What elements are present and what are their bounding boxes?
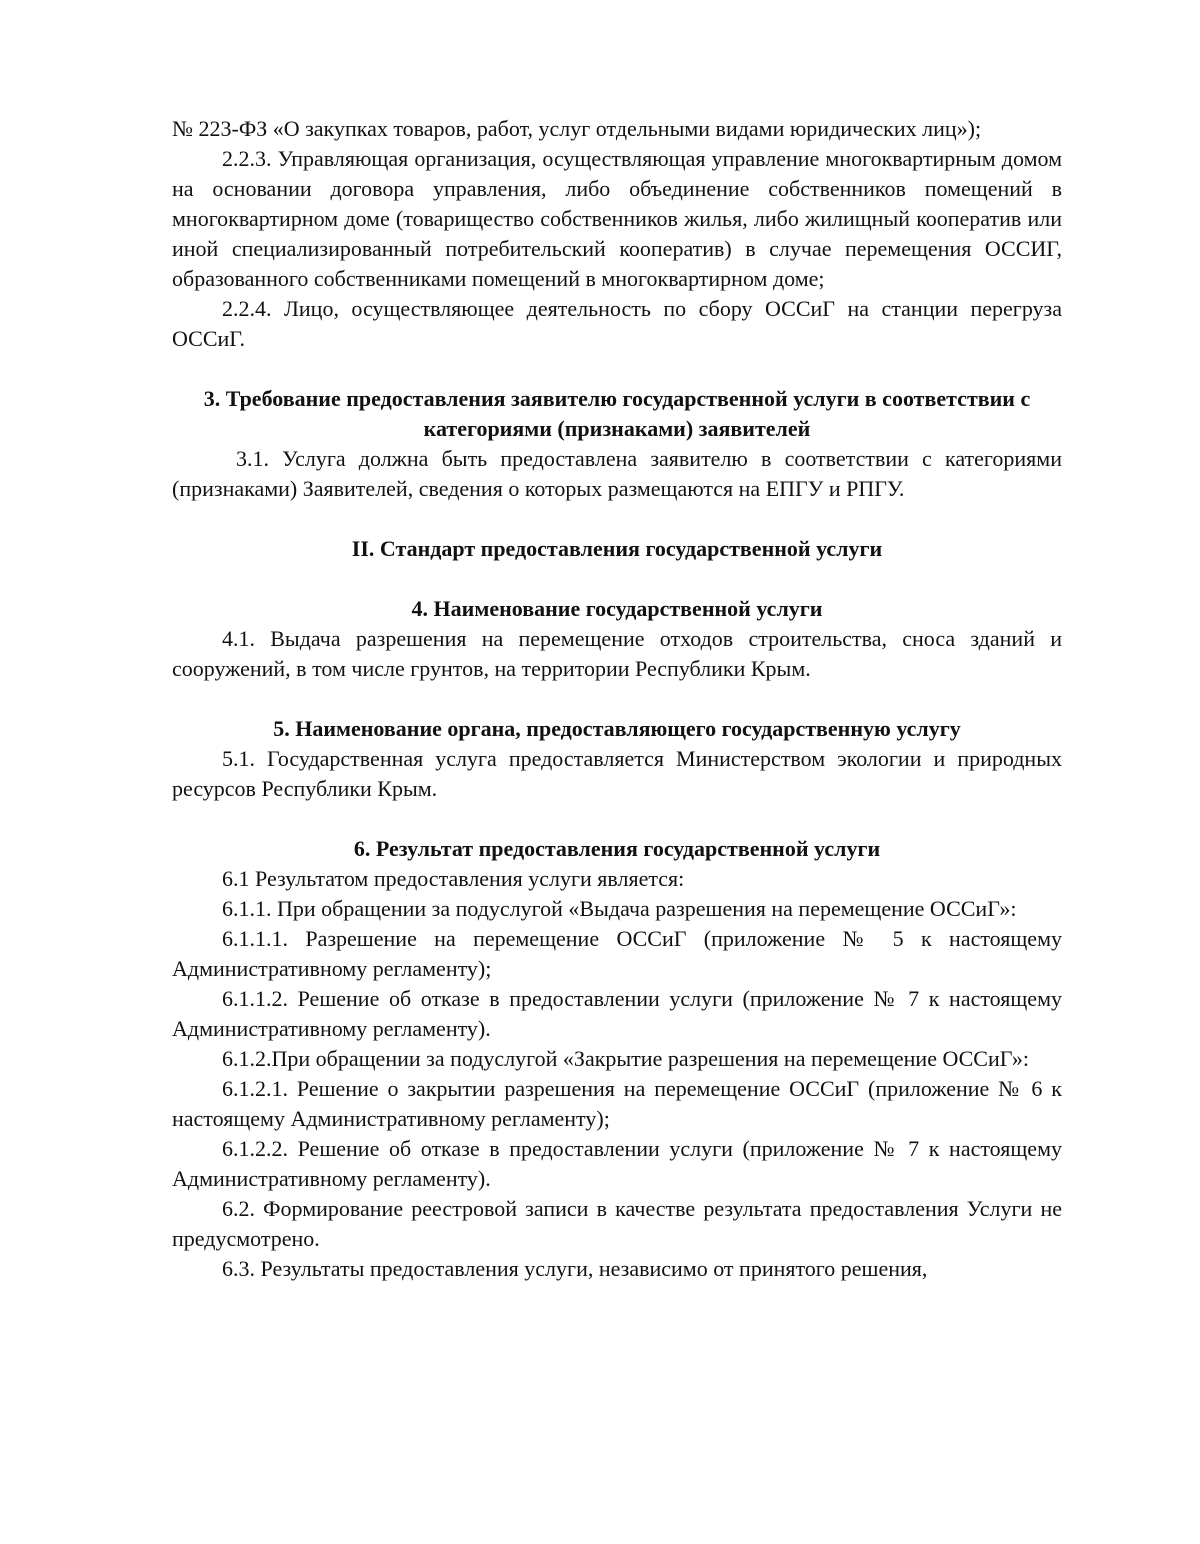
paragraph-2-2-3: 2.2.3. Управляющая организация, осуществляющая управление многоквартирным домом на основании договора управления, либо объединение собственников помещений в многоквартирном доме (товарищество собственников жилья, либо жилищный кооператив или иной специализированный потребительский кооператив) в случае перемещения ОССИГ, образованного собственниками помещений в многоквартирном доме; <box>172 146 1062 291</box>
section-6-heading: 6. Результат предоставления государственной услуги <box>353 836 881 861</box>
section-4-heading: 4. Наименование государственной услуги <box>411 596 823 621</box>
paragraph-6-1-1-1: 6.1.1.1. Разрешение на перемещение ОССиГ (приложение № 5 к настоящему Административному регламенту); <box>172 926 1062 981</box>
intro-paragraph: № 223-ФЗ «О закупках товаров, работ, услуг отдельными видами юридических лиц»); <box>172 116 982 141</box>
section-3-heading: 3. Требование предоставления заявителю государственной услуги в соответствии с категориями (признаками) заявителей <box>203 386 1031 441</box>
paragraph-6-1-1: 6.1.1. При обращении за подуслугой «Выдача разрешения на перемещение ОССиГ»: <box>222 896 1017 921</box>
paragraph-6-1-1-2: 6.1.1.2. Решение об отказе в предоставлении услуги (приложение № 7 к настоящему Административному регламенту). <box>172 986 1062 1041</box>
paragraph-6-1-2-1: 6.1.2.1. Решение о закрытии разрешения на перемещение ОССиГ (приложение № 6 к настоящему Административному регламенту); <box>172 1076 1062 1131</box>
paragraph-6-3: 6.3. Результаты предоставления услуги, независимо от принятого решения, <box>222 1256 928 1281</box>
paragraph-2-2-4: 2.2.4. Лицо, осуществляющее деятельность по сбору ОССиГ на станции перегруза ОССиГ. <box>172 296 1062 351</box>
paragraph-6-1-2-2: 6.1.2.2. Решение об отказе в предоставлении услуги (приложение № 7 к настоящему Административному регламенту). <box>172 1136 1062 1191</box>
document-page <box>172 114 1062 1284</box>
paragraph-5-1: 5.1. Государственная услуга предоставляется Министерством экологии и природных ресурсов Республики Крым. <box>172 746 1062 801</box>
section-5-heading: 5. Наименование органа, предоставляющего государственную услугу <box>273 716 961 741</box>
paragraph-4-1: 4.1. Выдача разрешения на перемещение отходов строительства, сноса зданий и сооружений, в том числе грунтов, на территории Республики Крым. <box>172 626 1062 681</box>
paragraph-3-1: 3.1. Услуга должна быть предоставлена заявителю в соответствии с категориями (признаками) Заявителей, сведения о которых размещаются на ЕПГУ и РПГУ. <box>172 446 1062 501</box>
paragraph-6-1-2: 6.1.2.При обращении за подуслугой «Закрытие разрешения на перемещение ОССиГ»: <box>222 1046 1030 1071</box>
paragraph-6-2: 6.2. Формирование реестровой записи в качестве результата предоставления Услуги не предусмотрено. <box>172 1196 1062 1251</box>
paragraph-6-1: 6.1 Результатом предоставления услуги является: <box>222 866 685 891</box>
part-2-heading: II. Стандарт предоставления государственной услуги <box>351 536 883 561</box>
